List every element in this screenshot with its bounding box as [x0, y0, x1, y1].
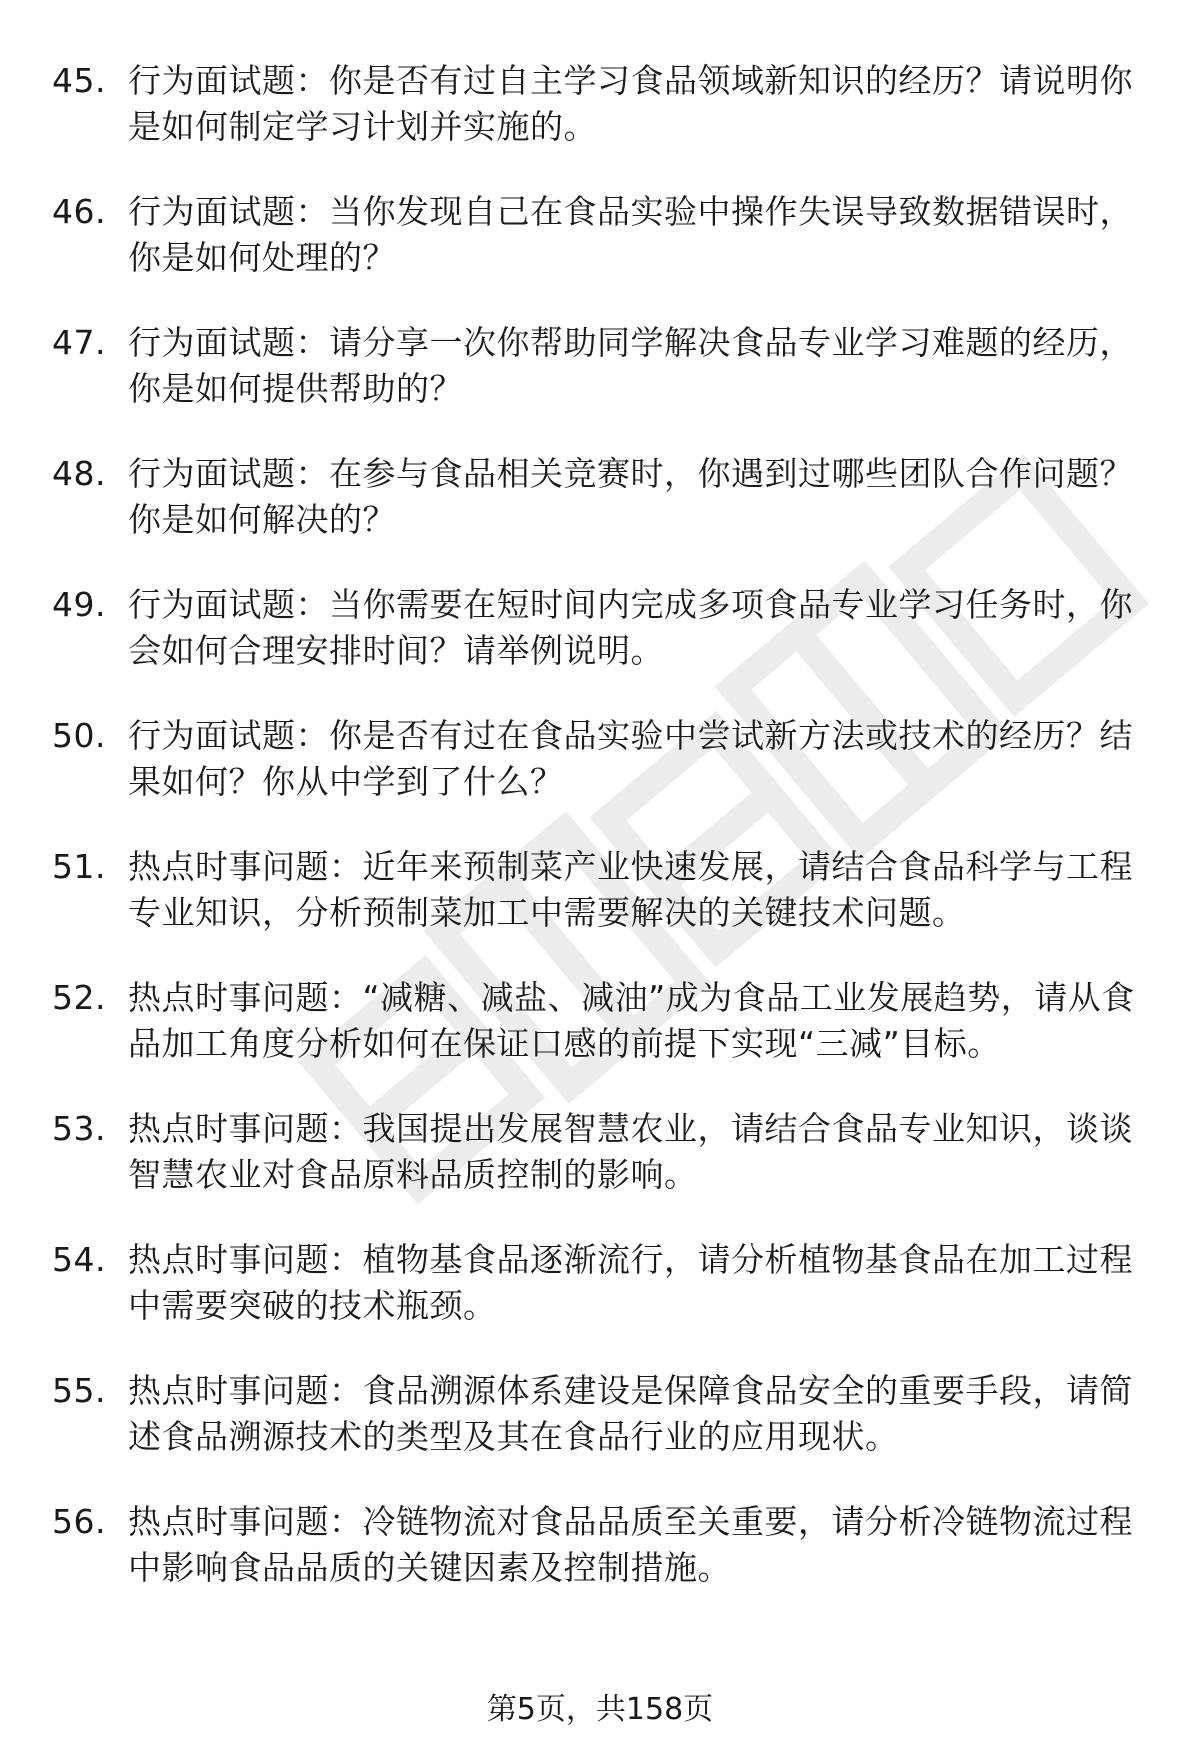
question-text: 行为面试题：当你需要在短时间内完成多项食品专业学习任务时，你会如何合理安排时间？请举例说明。: [128, 585, 1133, 670]
question-text: 热点时事问题：“减糖、减盐、减油”成为食品工业发展趋势，请从食品加工角度分析如何在保证口感的前提下实现“三减”目标。: [128, 978, 1135, 1063]
question-text: 热点时事问题：我国提出发展智慧农业，请结合食品专业知识，谈谈智慧农业对食品原料品质控制的影响。: [128, 1109, 1133, 1194]
question-number: 55.: [52, 1371, 106, 1410]
question-text: 热点时事问题：食品溯源体系建设是保障食品安全的重要手段，请简述食品溯源技术的类型及其在食品行业的应用现状。: [128, 1371, 1133, 1456]
list-item: [52, 975, 1152, 1067]
question-text: 热点时事问题：近年来预制菜产业快速发展，请结合食品科学与工程专业知识，分析预制菜加工中需要解决的关键技术问题。: [128, 847, 1133, 932]
question-text: 行为面试题：你是否有过自主学习食品领域新知识的经历？请说明你是如何制定学习计划并实施的。: [128, 61, 1133, 146]
question-list: [52, 58, 1152, 1630]
question-number: 45.: [52, 61, 106, 100]
question-number: 47.: [52, 323, 106, 362]
question-number: 50.: [52, 716, 106, 755]
list-item: [52, 1106, 1152, 1198]
question-number: 54.: [52, 1240, 106, 1279]
question-number: 56.: [52, 1502, 106, 1541]
question-text: 热点时事问题：植物基食品逐渐流行，请分析植物基食品在加工过程中需要突破的技术瓶颈。: [128, 1240, 1133, 1325]
list-item: [52, 320, 1152, 412]
list-item: [52, 582, 1152, 674]
list-item: [52, 1499, 1152, 1591]
question-number: 49.: [52, 585, 106, 624]
question-text: 行为面试题：当你发现自己在食品实验中操作失误导致数据错误时，你是如何处理的？: [128, 192, 1133, 277]
list-item: [52, 1368, 1152, 1460]
list-item: [52, 58, 1152, 150]
question-number: 48.: [52, 454, 106, 493]
list-item: [52, 451, 1152, 543]
question-number: 53.: [52, 1109, 106, 1148]
list-item: [52, 1237, 1152, 1329]
question-text: 行为面试题：你是否有过在食品实验中尝试新方法或技术的经历？结果如何？你从中学到了什么？: [128, 716, 1133, 801]
list-item: [52, 189, 1152, 281]
list-item: [52, 844, 1152, 936]
question-number: 46.: [52, 192, 106, 231]
question-number: 52.: [52, 978, 106, 1017]
question-number: 51.: [52, 847, 106, 886]
question-text: 热点时事问题：冷链物流对食品品质至关重要，请分析冷链物流过程中影响食品品质的关键因素及控制措施。: [128, 1502, 1133, 1587]
question-text: 行为面试题：在参与食品相关竞赛时，你遇到过哪些团队合作问题？你是如何解决的？: [128, 454, 1133, 539]
list-item: [52, 713, 1152, 805]
page-number-footer: 第5页，共158页: [486, 1692, 714, 1727]
question-text: 行为面试题：请分享一次你帮助同学解决食品专业学习难题的经历，你是如何提供帮助的？: [128, 323, 1133, 408]
